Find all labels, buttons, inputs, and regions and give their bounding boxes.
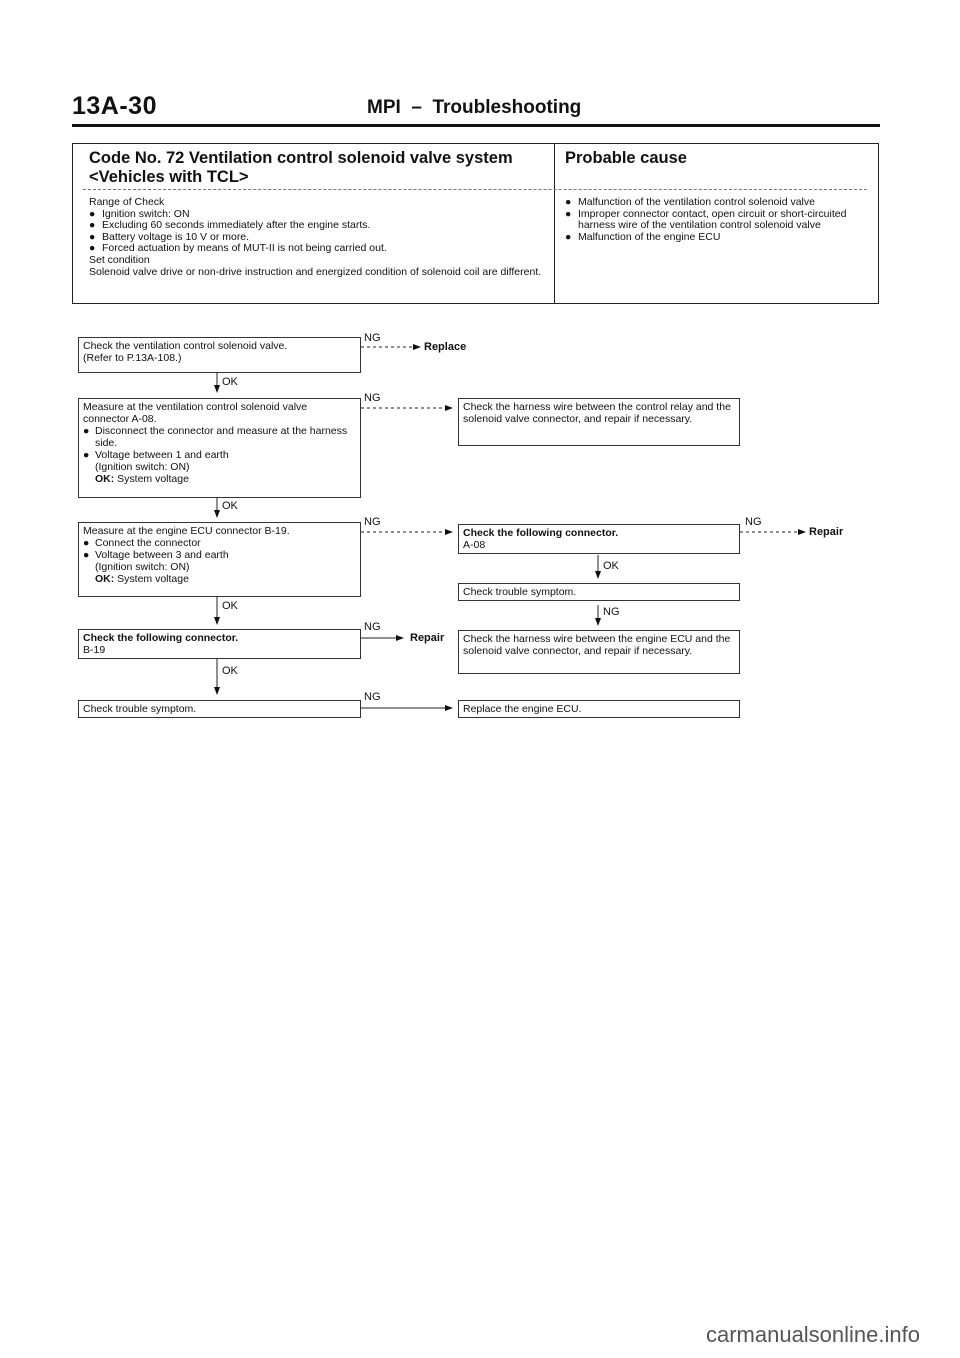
ng-label: NG xyxy=(364,516,381,528)
ok-label: OK xyxy=(222,500,238,512)
step-text: Check trouble symptom. xyxy=(463,586,577,598)
bullet: ● xyxy=(83,425,90,437)
range-item: ● Excluding 60 seconds immediately after the engine starts. xyxy=(89,219,371,232)
step-text: Replace the engine ECU. xyxy=(463,703,582,715)
step-text: Check the harness wire between the engine ECU and the solenoid valve connector, and repair if necessary. xyxy=(463,633,731,657)
code-title-line1: Code No. 72 Ventilation control solenoid valve system xyxy=(89,149,513,167)
ng-label: NG xyxy=(364,621,381,633)
step-text: connector A-08. xyxy=(83,413,157,425)
cause-item: ● Improper connector contact, open circuit or short-circuited harness wire of the ventilation control solenoid valve xyxy=(565,207,847,232)
step-text: Check the harness wire between the control relay and the solenoid valve connector, and repair if necessary. xyxy=(463,401,731,425)
step-check-harness-ecu xyxy=(458,630,740,674)
ok-label: OK xyxy=(222,600,238,612)
set-condition-text: Solenoid valve drive or non-drive instruction and energized condition of solenoid coil are different. xyxy=(89,265,542,278)
step-check-a08 xyxy=(458,524,740,554)
step-item: ● Voltage between 1 and earth xyxy=(83,449,229,461)
probable-cause-title: Probable cause xyxy=(565,149,687,167)
ng-label: NG xyxy=(745,516,762,528)
range-label: Range of Check xyxy=(89,196,165,208)
step-text: Check the ventilation control solenoid valve. xyxy=(83,340,288,352)
step-measure-b19 xyxy=(78,522,361,597)
ng-label: NG xyxy=(603,606,620,618)
bullet: ● xyxy=(89,207,96,220)
step-subtext: (Ignition switch: ON) xyxy=(95,461,190,473)
step-check-b19 xyxy=(78,629,361,659)
ng-label: NG xyxy=(364,691,381,703)
cause-item: ● Malfunction of the ventilation control solenoid valve xyxy=(565,196,815,208)
bullet: ● xyxy=(83,449,90,461)
step-text: A-08 xyxy=(463,539,486,551)
action-replace: Replace xyxy=(424,341,467,353)
step-ok-line: OK: System voltage xyxy=(95,573,189,585)
step-text: Check the following connector. xyxy=(83,632,239,644)
range-item: ● Ignition switch: ON xyxy=(89,207,190,220)
ok-label: OK xyxy=(603,560,619,572)
step-text: Check trouble symptom. xyxy=(83,703,197,715)
action-repair: Repair xyxy=(410,632,445,644)
step-item: ● Connect the connector xyxy=(83,537,201,549)
step-replace-ecu xyxy=(458,700,740,718)
bullet: ● xyxy=(89,230,96,243)
bullet: ● xyxy=(89,242,96,255)
step-subtext: (Ignition switch: ON) xyxy=(95,561,190,573)
step-item: ● Disconnect the connector and measure at the harness side. xyxy=(83,425,348,449)
step-check-valve xyxy=(78,337,361,373)
step-text: Measure at the engine ECU connector B-19. xyxy=(83,525,290,537)
set-condition-label: Set condition xyxy=(89,253,150,266)
range-item: ● Battery voltage is 10 V or more. xyxy=(89,230,250,243)
step-ok-line: OK: System voltage xyxy=(95,473,189,485)
range-item: ● Forced actuation by means of MUT-II is not being carried out. xyxy=(89,242,387,255)
ok-label: OK xyxy=(222,665,238,677)
code-title-line2: <Vehicles with TCL> xyxy=(89,168,249,186)
step-text: Measure at the ventilation control solenoid valve xyxy=(83,401,308,413)
step-check-symptom xyxy=(78,700,361,718)
bullet: ● xyxy=(89,219,96,232)
cause-item: ● Malfunction of the engine ECU xyxy=(565,230,721,243)
step-text: (Refer to P.13A-108.) xyxy=(83,352,182,364)
bullet: ● xyxy=(565,230,572,243)
step-measure-a08 xyxy=(78,398,361,498)
bullet: ● xyxy=(83,537,90,549)
action-repair: Repair xyxy=(809,526,844,538)
step-check-symptom-right xyxy=(458,583,740,601)
watermark: carmanualsonline.info xyxy=(705,1322,920,1347)
step-item: ● Voltage between 3 and earth xyxy=(83,549,229,561)
bullet: ● xyxy=(565,207,572,220)
page-title: MPI – Troubleshooting xyxy=(367,97,582,118)
ng-label: NG xyxy=(364,392,381,404)
bullet: ● xyxy=(565,196,572,208)
step-check-harness-relay xyxy=(458,398,740,446)
ok-label: OK xyxy=(222,376,238,388)
page-number: 13A-30 xyxy=(72,92,157,120)
step-text: Check the following connector. xyxy=(463,527,619,539)
step-text: B-19 xyxy=(83,644,106,656)
ng-label: NG xyxy=(364,332,381,344)
bullet: ● xyxy=(83,549,90,561)
